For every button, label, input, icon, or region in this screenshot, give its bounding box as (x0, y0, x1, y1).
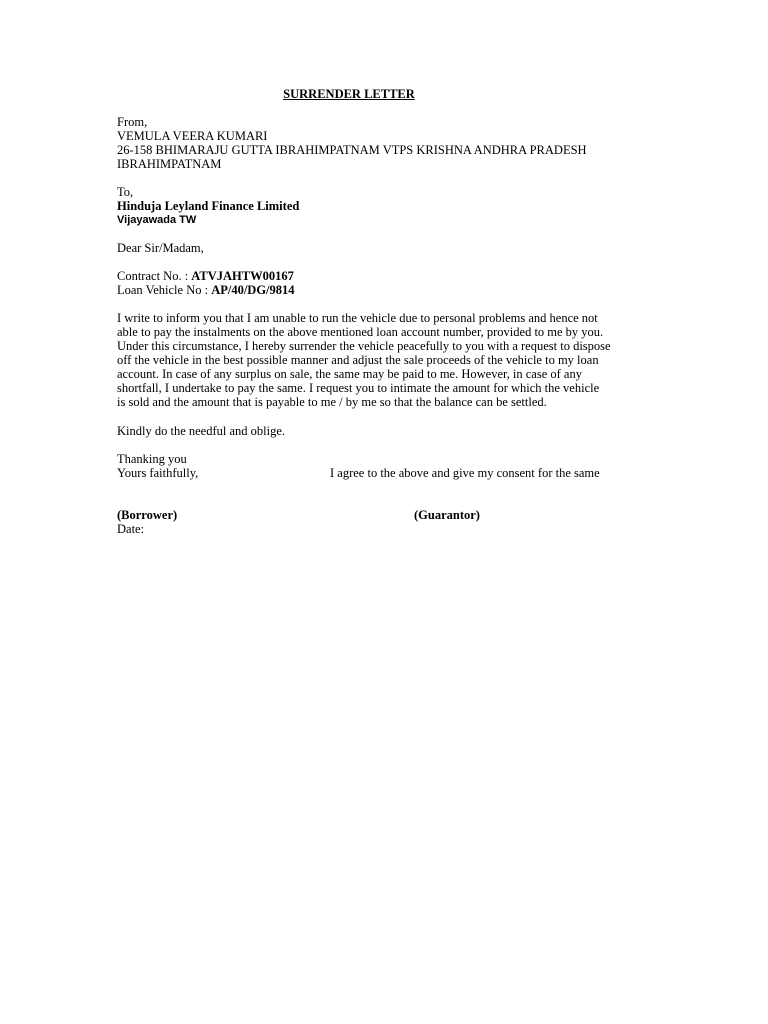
recipient-company: Hinduja Leyland Finance Limited (117, 199, 300, 213)
body-line: I write to inform you that I am unable to run the vehicle due to personal problems and hence not (117, 311, 598, 325)
contract-line (117, 269, 597, 283)
contract-number: ATVJAHTW00167 (191, 269, 294, 283)
yours-faithfully-text: Yours faithfully, (117, 466, 199, 480)
sender-name: VEMULA VEERA KUMARI (117, 129, 268, 143)
body-paragraph (117, 311, 611, 409)
body-line: able to pay the instalments on the above mentioned loan account number, provided to me by you. (117, 325, 604, 339)
from-label: From, (117, 115, 148, 129)
request-text: Kindly do the needful and oblige. (117, 424, 286, 438)
vehicle-label: Loan Vehicle No : (117, 283, 209, 297)
letter-title: SURRENDER LETTER (283, 87, 415, 101)
body-line: shortfall, I undertake to pay the same. I request you to intimate the amount for which the vehicle (117, 381, 600, 395)
borrower-label: (Borrower) (117, 508, 178, 522)
body-line: Under this circumstance, I hereby surrender the vehicle peacefully to you with a request to dispose (117, 339, 611, 353)
borrower-block (117, 508, 597, 536)
guarantor-label: (Guarantor) (414, 508, 480, 522)
reference-block (117, 269, 597, 297)
salutation (117, 241, 597, 255)
body-line: is sold and the amount that is payable to me / by me so that the balance can be settled. (117, 395, 547, 409)
request-line (117, 424, 597, 438)
sender-block (117, 115, 597, 171)
vehicle-number: AP/40/DG/9814 (211, 283, 295, 297)
to-label: To, (117, 185, 134, 199)
salutation-text: Dear Sir/Madam, (117, 241, 204, 255)
recipient-block (117, 185, 597, 227)
vehicle-line (117, 283, 597, 297)
recipient-branch: Vijayawada TW (117, 214, 197, 226)
sender-address-line2: IBRAHIMPATNAM (117, 157, 222, 171)
date-label: Date: (117, 522, 145, 536)
thanking-text: Thanking you (117, 452, 187, 466)
consent-text: I agree to the above and give my consent for the same (330, 466, 600, 480)
body-line: account. In case of any surplus on sale, the same may be paid to me. However, in case of any (117, 367, 582, 381)
body-line: off the vehicle in the best possible manner and adjust the sale proceeds of the vehicle to my loan (117, 353, 599, 367)
sender-address-line1: 26-158 BHIMARAJU GUTTA IBRAHIMPATNAM VTPS KRISHNA ANDHRA PRADESH (117, 143, 587, 157)
contract-label: Contract No. : (117, 269, 189, 283)
